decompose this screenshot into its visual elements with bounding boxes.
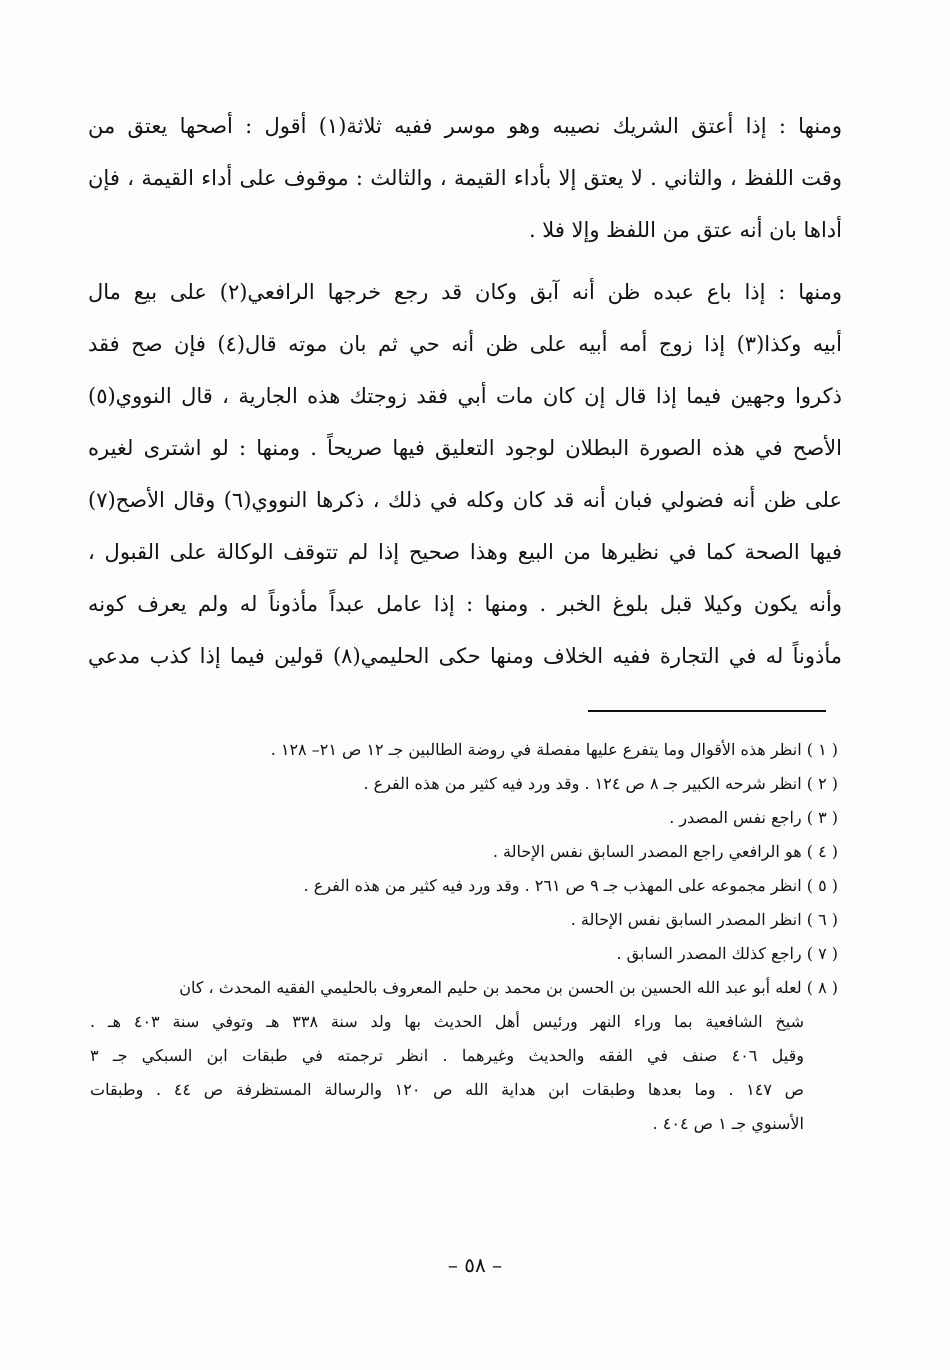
- text-line: مأذوناً له في التجارة ففيه الخلاف ومنها حكى الحليمي(٨) قولين فيما إذا كذب مدعي: [88, 644, 842, 668]
- footnote-6: ( ٦ ) انظر المصدر السابق نفس الإحالة .: [570, 910, 838, 929]
- footnote-separator: [588, 710, 826, 712]
- footnote-4: ( ٤ ) هو الرافعي راجع المصدر السابق نفس الإحالة .: [492, 842, 838, 861]
- footnote-8-continuation: وقيل ٤٠٦ صنف في الفقه والحديث وغيرهما . انظر ترجمته في طبقات ابن السبكي جـ ٣: [90, 1046, 805, 1065]
- text-line: على ظن أنه فضولي فبان أنه قد كان وكله في ذلك ، ذكرها النووي(٦) وقال الأصح(٧): [88, 488, 842, 512]
- paragraph: [88, 266, 842, 682]
- text-line: فيها الصحة كما في نظيرها من البيع وهذا صحيح إذا لم تتوقف الوكالة على القبول ،: [88, 540, 842, 564]
- footnote-8-continuation: الأسنوي جـ ١ ص ٤٠٤ .: [652, 1114, 804, 1133]
- footnote-3: ( ٣ ) راجع نفس المصدر .: [669, 808, 838, 827]
- text-line: أبيه وكذا(٣) إذا زوج أمه أبيه على ظن أنه حي ثم بان موته قال(٤) فإن صح فقد: [88, 332, 842, 356]
- footnote-2: ( ٢ ) انظر شرحه الكبير جـ ٨ ص ١٢٤ . وقد ورد فيه كثير من هذه الفرع .: [363, 774, 838, 793]
- footnote-7: ( ٧ ) راجع كذلك المصدر السابق .: [616, 944, 838, 963]
- main-text: [88, 100, 842, 692]
- page-number: – ٥٨ –: [447, 1253, 503, 1277]
- text-line: الأصح في هذه الصورة البطلان لوجود التعليق فيها صريحاً . ومنها : لو اشترى لغيره: [88, 436, 842, 460]
- text-line: أداها بان أنه عتق من اللفظ وإلا فلا .: [528, 218, 842, 242]
- text-line: وأنه يكون وكيلا قبل بلوغ الخبر . ومنها : إذا عامل عبداً مأذوناً له ولم يعرف كونه: [88, 592, 842, 616]
- footnote-8-continuation: ص ١٤٧ . وما بعدها وطبقات ابن هداية الله ص ١٢٠ والرسالة المستظرفة ص ٤٤ . وطبقات: [90, 1080, 805, 1099]
- text-line: ومنها : إذا أعتق الشريك نصيبه وهو موسر ففيه ثلاثة(١) أقول : أصحها يعتق من: [88, 114, 842, 138]
- footnote-1: ( ١ ) انظر هذه الأقوال وما يتفرع عليها مفصلة في روضة الطالبين جـ ١٢ ص ٢١– ١٢٨ .: [270, 740, 838, 759]
- text-line: ومنها : إذا باع عبده ظن أنه آبق وكان قد رجع خرجها الرافعي(٢) على بيع مال: [88, 280, 842, 304]
- footnotes: [90, 733, 838, 1141]
- footnote-8-continuation: شيخ الشافعية بما وراء النهر ورئيس أهل الحديث بها ولد سنة ٣٣٨ هـ وتوفي سنة ٤٠٣ هـ .: [90, 1012, 804, 1031]
- text-line: وقت اللفظ ، والثاني . لا يعتق إلا بأداء القيمة ، والثالث : موقوف على أداء القيمة ، فإن: [88, 166, 842, 190]
- footnote-8: ( ٨ ) لعله أبو عبد الله الحسين بن الحسن بن محمد بن حليم المعروف بالحليمي الفقيه المحدث ، كان: [179, 978, 838, 997]
- paragraph: [88, 100, 842, 256]
- text-line: ذكروا وجهين فيما إذا قال إن كان مات أبي فقد زوجتك هذه الجارية ، قال النووي(٥): [88, 384, 842, 408]
- footnote-5: ( ٥ ) انظر مجموعه على المهذب جـ ٩ ص ٢٦١ . وقد ورد فيه كثير من هذه الفرع .: [303, 876, 838, 895]
